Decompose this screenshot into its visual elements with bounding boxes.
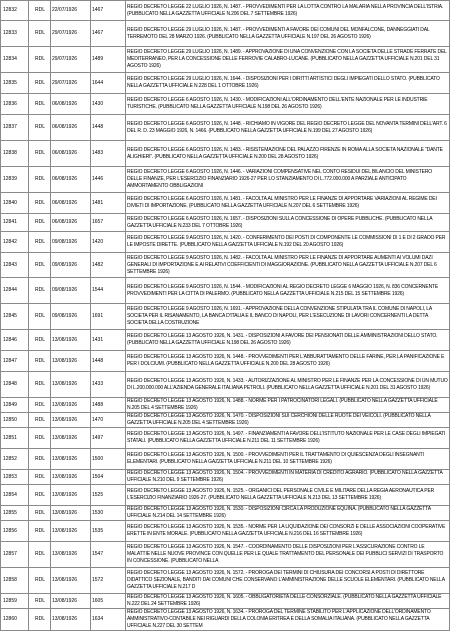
row-date-cell: 29/07/1926 bbox=[51, 21, 91, 47]
row-date-cell: 06/08/1926 bbox=[51, 167, 91, 193]
row-date-cell: 09/08/1926 bbox=[51, 304, 91, 330]
decree-table-body bbox=[1, 1, 450, 631]
table-row bbox=[1, 506, 450, 521]
row-id-cell: 12855 bbox=[1, 506, 29, 521]
row-type-cell: RDL bbox=[29, 351, 51, 372]
row-description-cell: REGIO DECRETO LEGGE 6 AGOSTO 1926, N. 1446. - VARIAZIONI COMPENSATIVE NEL CONTO RESIDUI DEL BILANCIO DEL MINISTERO DELLE FINANZE, PER L'ESERCIZIO FINANZIARIO 1926-27 PER LO STANZIAMENTO DI L.772.000.000 A PARZIALE ANTICIPATO AMMORTAMENTO OBBLIGAZIONI bbox=[126, 167, 450, 193]
row-description-cell: REGIO DECRETO LEGGE 29 LUGLIO 1926, N. 1644. - DISPOSIZIONI PER I DIRITTI ARTISTICI DEGLI IMPIEGATI DELLO STATO. (PUBBLICATO NELLA GAZZETTA UFFICIALE N.228 DEL 1 OTTOBRE 1926) bbox=[126, 73, 450, 94]
row-date-cell: 22/07/1926 bbox=[51, 1, 91, 21]
row-description-cell: REGIO DECRETO LEGGE 29 LUGLIO 1926, N. 1487. - PROVVEDIMENTI A FAVORE DEI COMUNI DEL MONFALCONE, DANNEGGIATI DAL TERREMOTO DEL 28 MARZO 1926. (PUBBLICATO NELLA GAZZETTA UFFICIALE N.197 DEL 26 AGOSTO 1926) bbox=[126, 21, 450, 47]
table-row bbox=[1, 542, 450, 568]
row-date-cell: 06/08/1926 bbox=[51, 94, 91, 115]
row-id-cell: 12832 bbox=[1, 1, 29, 21]
row-type-cell: RDL bbox=[29, 372, 51, 398]
row-description-cell: REGIO DECRETO LEGGE 13 AGOSTO 1926, N. 1547. - COORDINAMENTO DELLE DISPOSIZIONI PER L'ASSICURAZIONE CONTRO LE MALATTIE NELLE NUOVE PROVINCE CON QUELLE PER LE QUALE TRATTAMENTO DEL PERSONALE DEI PUBBLICI SERVIZI DI TRASPORTO IN CONCESSIONE. (PUBBLICATO NELLA bbox=[126, 542, 450, 568]
table-row bbox=[1, 253, 450, 278]
row-description-cell: REGIO DECRETO LEGGE 9 AGOSTO 1926, N. 1420. - CONFERIMENTO DEI POSTI DI COMPONENTE LE COMMISSIONI DI 1 E DI 2 GRADO PER LE IMPOSTE DIRETTE. (PUBBLICATO NELLA GAZZETTA UFFICIALE N.192 DEL 20 AGOSTO 1926) bbox=[126, 232, 450, 253]
row-number-cell: 1448 bbox=[91, 351, 126, 372]
row-description-cell: REGIO DECRETO LEGGE 6 AGOSTO 1926, N. 1448. - RICHIAMO IN VIGORE DEL REGIO DECRETO LEGGE DEL NOVANTA TERMINI DELL'ART. 6 DEL R. D. 23 MAGGIO 1926, N. 1466. (PUBBLICATO NELLA GAZZETTA UFFICIALE N.199 DEL 27 AGOSTO 1926) bbox=[126, 115, 450, 141]
row-date-cell: 13/08/1926 bbox=[51, 470, 91, 485]
row-id-cell: 12847 bbox=[1, 351, 29, 372]
row-id-cell: 12843 bbox=[1, 253, 29, 278]
row-type-cell: RDL bbox=[29, 193, 51, 214]
table-row bbox=[1, 94, 450, 115]
table-row bbox=[1, 485, 450, 506]
row-number-cell: 1535 bbox=[91, 521, 126, 542]
row-number-cell: 1525 bbox=[91, 485, 126, 506]
row-date-cell: 06/08/1926 bbox=[51, 141, 91, 167]
table-row bbox=[1, 351, 450, 372]
row-number-cell: 1467 bbox=[91, 1, 126, 21]
row-type-cell: RDL bbox=[29, 506, 51, 521]
table-row bbox=[1, 232, 450, 253]
table-row bbox=[1, 47, 450, 73]
row-id-cell: 12858 bbox=[1, 568, 29, 594]
row-number-cell: 1644 bbox=[91, 73, 126, 94]
row-id-cell: 12852 bbox=[1, 449, 29, 470]
row-description-cell: REGIO DECRETO LEGGE 13 AGOSTO 1926, N. 1535. - NORME PER LA LIQUIDAZIONE DEI CONSORZI E DELLE ASSOCIAZIONI COOPERATIVE ERETTE IN ENTE MORALE. (PUBBLICATO NELLA GAZZETTA UFFICIALE N.216 DEL 16 SETTEMBRE 1926) bbox=[126, 521, 450, 542]
row-id-cell: 12841 bbox=[1, 214, 29, 232]
row-number-cell: 1691 bbox=[91, 304, 126, 330]
row-description-cell: REGIO DECRETO LEGGE 6 AGOSTO 1926, N. 1483. - RISISTEMAZIONE DEL PALAZZO FIRENZE IN ROMA ALLA SOCIETA NAZIONALE "DANTE ALIGHIERI". (PUBBLICATO NELLA GAZZETTA UFFICIALE N.200 DEL 28 AGOSTO 1926) bbox=[126, 141, 450, 167]
table-row bbox=[1, 167, 450, 193]
row-description-cell: REGIO DECRETO LEGGE 9 AGOSTO 1926, N. 1482. - FACOLTA AL MINISTRO PER LE FINANZE DI APPORTARE AUMENTI AI VOLUMI DAZI GENERALI DI IMPORTAZIONE E AI RELATIVI COEFFICIENTI DI MAGGIORAZIONE. (PUBBLICATO NELLA GAZZETTA UFFICIALE N.207 DEL 6 SETTEMBRE 1926) bbox=[126, 253, 450, 278]
row-id-cell: 12850 bbox=[1, 413, 29, 428]
row-description-cell: REGIO DECRETO LEGGE 13 AGOSTO 1926, N. 1572. - PROROGA DEI TERMINI DI CHIUSURA DEI CONCORSI A POSTI DI DIRETTORE DIDATTICO SEZIONALE, BANDITI DAI COMUNI CHE CONSERVANO L'AMMINISTRAZIONE DELLE SCUOLE ELEMENTARI. (PUBBLICATO NELLA GAZZETTA UFFICIALE N.217 D bbox=[126, 568, 450, 594]
row-number-cell: 1483 bbox=[91, 141, 126, 167]
row-date-cell: 13/08/1926 bbox=[51, 330, 91, 351]
table-row bbox=[1, 141, 450, 167]
row-description-cell: REGIO DECRETO LEGGE 13 AGOSTO 1926, N. 1431. - DISPOSIZIONI A FAVORE DEI PENSIONATI DELLE AMMINISTRAZIONI DELLO STATO. (PUBBLICATO NELLA GAZZETTA UFFICIALE N.198 DEL 26 AGOSTO 1926) bbox=[126, 330, 450, 351]
row-type-cell: RDL bbox=[29, 1, 51, 21]
row-number-cell: 1489 bbox=[91, 47, 126, 73]
row-id-cell: 12840 bbox=[1, 193, 29, 214]
table-row bbox=[1, 278, 450, 304]
row-description-cell: REGIO DECRETO LEGGE 13 AGOSTO 1926, N. 1634. - PROROGA DEL TERMINE STABILITO PER L'APPLICAZIONE DELL'ORDINAMENTO AMMINISTRATIVO-CONTABILE NEI RIGUARDI DELLA COLONIA ERITREA E DELLA SOMALIA ITALIANA. (PUBBLICATO NELLA GAZZETTA UFFICIALE N.227 DEL 30 SETTEM bbox=[126, 609, 450, 631]
row-id-cell: 12845 bbox=[1, 304, 29, 330]
row-type-cell: RDL bbox=[29, 449, 51, 470]
row-number-cell: 1470 bbox=[91, 413, 126, 428]
row-number-cell: 1433 bbox=[91, 372, 126, 398]
row-type-cell: RDL bbox=[29, 278, 51, 304]
row-id-cell: 12836 bbox=[1, 94, 29, 115]
row-id-cell: 12839 bbox=[1, 167, 29, 193]
row-id-cell: 12842 bbox=[1, 232, 29, 253]
table-row bbox=[1, 428, 450, 449]
row-date-cell: 13/08/1926 bbox=[51, 521, 91, 542]
row-id-cell: 12856 bbox=[1, 521, 29, 542]
row-number-cell: 1504 bbox=[91, 470, 126, 485]
row-id-cell: 12851 bbox=[1, 428, 29, 449]
row-date-cell: 06/08/1926 bbox=[51, 115, 91, 141]
row-number-cell: 1544 bbox=[91, 278, 126, 304]
row-date-cell: 29/07/1926 bbox=[51, 73, 91, 94]
row-type-cell: RDL bbox=[29, 115, 51, 141]
table-row bbox=[1, 304, 450, 330]
row-number-cell: 1530 bbox=[91, 506, 126, 521]
row-number-cell: 1420 bbox=[91, 232, 126, 253]
table-row bbox=[1, 413, 450, 428]
row-date-cell: 29/07/1926 bbox=[51, 47, 91, 73]
row-type-cell: RDL bbox=[29, 167, 51, 193]
row-type-cell: RDL bbox=[29, 253, 51, 278]
table-row bbox=[1, 449, 450, 470]
row-number-cell: 1500 bbox=[91, 449, 126, 470]
table-row bbox=[1, 372, 450, 398]
row-date-cell: 13/08/1926 bbox=[51, 372, 91, 398]
row-date-cell: 13/08/1926 bbox=[51, 542, 91, 568]
table-row bbox=[1, 398, 450, 413]
row-number-cell: 1634 bbox=[91, 609, 126, 631]
table-row bbox=[1, 21, 450, 47]
row-description-cell: REGIO DECRETO LEGGE 22 LUGLIO 1926, N. 1487. - PROVVEDIMENTI PER LA LOTTA CONTRO LA MALARIA NELLA PROVINCIA DELL'ISTRIA. (PUBBLICATO NELLA GAZZETTA UFFICIALE N.206 DEL 7 SETTEMBRE 1926) bbox=[126, 1, 450, 21]
table-row bbox=[1, 609, 450, 631]
row-number-cell: 1488 bbox=[91, 398, 126, 413]
row-id-cell: 12838 bbox=[1, 141, 29, 167]
row-number-cell: 1481 bbox=[91, 193, 126, 214]
row-description-cell: REGIO DECRETO LEGGE 13 AGOSTO 1926, N. 1497. - FINANZIAMENTI A FAVORE DELL'ISTITUTO NAZIONALE PER LE CASE DEGLI IMPIEGATI STATALI. (PUBBLICATO NELLA GAZZETTA UFFICIALE N.211 DEL 11 SETTEMBRE 1926) bbox=[126, 428, 450, 449]
table-row bbox=[1, 214, 450, 232]
row-date-cell: 09/08/1926 bbox=[51, 278, 91, 304]
row-type-cell: RDL bbox=[29, 568, 51, 594]
row-number-cell: 1467 bbox=[91, 21, 126, 47]
row-number-cell: 1431 bbox=[91, 330, 126, 351]
row-type-cell: RDL bbox=[29, 521, 51, 542]
row-id-cell: 12834 bbox=[1, 47, 29, 73]
row-date-cell: 13/08/1926 bbox=[51, 568, 91, 594]
row-id-cell: 12844 bbox=[1, 278, 29, 304]
row-number-cell: 1547 bbox=[91, 542, 126, 568]
row-date-cell: 09/08/1926 bbox=[51, 232, 91, 253]
table-row bbox=[1, 193, 450, 214]
table-row bbox=[1, 1, 450, 21]
row-date-cell: 13/08/1926 bbox=[51, 449, 91, 470]
row-type-cell: RDL bbox=[29, 21, 51, 47]
row-number-cell: 1497 bbox=[91, 428, 126, 449]
row-description-cell: REGIO DECRETO LEGGE 29 LUGLIO 1926, N. 1489. - APPROVAZIONE DI UNA CONVENZIONE CON LA SOCIETA DELLE STRADE FERRATE DEL MEDITERRANEO, PER LA CONCESSIONE DELLE FERROVIE CALABRO-LUCANE. (PUBBLICATO NELLA GAZZETTA UFFICIALE N.201 DEL 31 AGOSTO 1926) bbox=[126, 47, 450, 73]
row-description-cell: REGIO DECRETO LEGGE 13 AGOSTO 1926, N. 1605. - OBBLIGATORIETA DELLE CONSORZIALE. (PUBBLICATO NELLA GAZZETTA UFFICIALE N.222 DEL 24 SETTEMBRE 1926) bbox=[126, 594, 450, 609]
row-date-cell: 13/08/1926 bbox=[51, 351, 91, 372]
row-type-cell: RDL bbox=[29, 232, 51, 253]
row-number-cell: 1430 bbox=[91, 94, 126, 115]
row-type-cell: RDL bbox=[29, 428, 51, 449]
row-type-cell: RDL bbox=[29, 330, 51, 351]
row-description-cell: REGIO DECRETO LEGGE 13 AGOSTO 1926, N. 1470. - DISPOSIZIONI SUI CERCHIONI DELLE RUOTE DEI VEICOLI. (PUBBLICATO NELLA GAZZETTA UFFICIALE N.205 DEL 4 SETTEMBRE 1926) bbox=[126, 413, 450, 428]
row-type-cell: RDL bbox=[29, 542, 51, 568]
row-description-cell: REGIO DECRETO LEGGE 13 AGOSTO 1926, N. 1488. - NORME PER I PATROCINATORI LEGALI. (PUBBLICATO NELLA GAZZETTA UFFICIALE N.205 DEL 4 SETTEMBRE 1926) bbox=[126, 398, 450, 413]
table-row bbox=[1, 568, 450, 594]
row-type-cell: RDL bbox=[29, 47, 51, 73]
row-number-cell: 1605 bbox=[91, 594, 126, 609]
row-id-cell: 12857 bbox=[1, 542, 29, 568]
row-number-cell: 1482 bbox=[91, 253, 126, 278]
row-number-cell: 1448 bbox=[91, 115, 126, 141]
row-type-cell: RDL bbox=[29, 609, 51, 631]
row-id-cell: 12837 bbox=[1, 115, 29, 141]
row-description-cell: REGIO DECRETO LEGGE 13 AGOSTO 1926, N. 1504. - PROVVEDIMENTI IN MATERIA DI CREDITO AGRARIO. (PUBBLICATO NELLA GAZZETTA UFFICIALE N.210 DEL 9 SETTEMBRE 1926) bbox=[126, 470, 450, 485]
row-type-cell: RDL bbox=[29, 304, 51, 330]
table-row bbox=[1, 330, 450, 351]
row-id-cell: 12853 bbox=[1, 470, 29, 485]
row-id-cell: 12849 bbox=[1, 398, 29, 413]
row-type-cell: RDL bbox=[29, 214, 51, 232]
row-id-cell: 12859 bbox=[1, 594, 29, 609]
row-date-cell: 13/08/1926 bbox=[51, 413, 91, 428]
row-description-cell: REGIO DECRETO LEGGE 13 AGOSTO 1926, N. 1525. - ORGANICI DEL PERSONALE CIVILE E MILITARE DELLA REGIA AERONAUTICA PER L'ESERCIZIO FINANZIARIO 1926-27. (PUBBLICATO NELLA GAZZETTA UFFICIALE N.213 DEL 13 SETTEMBRE 1926) bbox=[126, 485, 450, 506]
row-number-cell: 1446 bbox=[91, 167, 126, 193]
row-type-cell: RDL bbox=[29, 594, 51, 609]
row-description-cell: REGIO DECRETO LEGGE 13 AGOSTO 1926, N. 1448. - PROVVEDIMENTI PER L'ABBURATTAMENTO DELLE FARINE, PER LA PANIFICAZIONE E PER I DOLCIUMI. (PUBBLICATO NELLA GAZZETTA UFFICIALE N.200 DEL 28 AGOSTO 1926) bbox=[126, 351, 450, 372]
row-id-cell: 12854 bbox=[1, 485, 29, 506]
row-description-cell: REGIO DECRETO LEGGE 9 AGOSTO 1926, N. 1544. - MODIFICAZIONI AL REGIO DECRETO LEGGE 6 MAGGIO 1926, N. 836 CONCERNENTE PROVVEDIMENTI PER LA CITTA DI PALERMO. (PUBBLICATO NELLA GAZZETTA UFFICIALE N.215 DEL 15 SETTEMBRE 1926) bbox=[126, 278, 450, 304]
row-type-cell: RDL bbox=[29, 73, 51, 94]
row-type-cell: RDL bbox=[29, 141, 51, 167]
row-id-cell: 12833 bbox=[1, 21, 29, 47]
row-date-cell: 09/08/1926 bbox=[51, 253, 91, 278]
row-description-cell: REGIO DECRETO LEGGE 13 AGOSTO 1926, N. 1530. - DISPOSIZIONI CIRCA LA PRODUZIONE EQUINA. (PUBBLICATO NELLA GAZZETTA UFFICIALE N.214 DEL 14 SETTEMBRE 1926) bbox=[126, 506, 450, 521]
row-description-cell: REGIO DECRETO LEGGE 13 AGOSTO 1926, N. 1433. - AUTORIZZAZIONE AL MINISTRO PER LE FINANZE PER LA CONCESSIONE DI UN MUTUO DI L.200.000.000 ALL'AZIENDA GENERALE ITALIANA PETROLI. (PUBBLICATO NELLA GAZZETTA UFFICIALE N.201 DEL 31 AGOSTO 1926) bbox=[126, 372, 450, 398]
row-type-cell: RDL bbox=[29, 94, 51, 115]
row-date-cell: 06/08/1926 bbox=[51, 193, 91, 214]
row-description-cell: REGIO DECRETO LEGGE 6 AGOSTO 1926, N. 1657. - DISPOSIZIONI SULLA CONCESSIONE DI OPERE PUBBLICHE. (PUBBLICATO NELLA GAZZETTA UFFICIALE N.233 DEL 7 OTTOBRE 1926) bbox=[126, 214, 450, 232]
table-row bbox=[1, 521, 450, 542]
row-date-cell: 06/08/1926 bbox=[51, 214, 91, 232]
row-type-cell: RDL bbox=[29, 413, 51, 428]
row-date-cell: 13/08/1926 bbox=[51, 428, 91, 449]
table-row bbox=[1, 470, 450, 485]
row-id-cell: 12846 bbox=[1, 330, 29, 351]
row-number-cell: 1657 bbox=[91, 214, 126, 232]
row-description-cell: REGIO DECRETO LEGGE 13 AGOSTO 1926, N. 1500. - PROVVEDIMENTI PER IL TRATTAMENTO DI QUIESCENZA DEGLI INSEGNANTI ELEMENTARI. (PUBBLICATO NELLA GAZZETTA UFFICIALE N.211 DEL 10 SETTEMBRE 1926) bbox=[126, 449, 450, 470]
row-type-cell: RDL bbox=[29, 470, 51, 485]
row-date-cell: 13/08/1926 bbox=[51, 594, 91, 609]
row-number-cell: 1572 bbox=[91, 568, 126, 594]
row-type-cell: RDL bbox=[29, 398, 51, 413]
table-row bbox=[1, 115, 450, 141]
row-date-cell: 13/08/1926 bbox=[51, 506, 91, 521]
row-date-cell: 13/08/1926 bbox=[51, 485, 91, 506]
row-id-cell: 12848 bbox=[1, 372, 29, 398]
row-description-cell: REGIO DECRETO LEGGE 6 AGOSTO 1926, N. 1481. - FACOLTA AL MINISTRO PER LE FINANZE DI APPORTARE VARIAZIONI AL REGIME DEI DIVIETI DI IMPORTAZIONE. (PUBBLICATO NELLA GAZZETTA UFFICIALE N.207 DEL 6 SETTEMBRE 1926) bbox=[126, 193, 450, 214]
row-date-cell: 13/08/1926 bbox=[51, 398, 91, 413]
table-row bbox=[1, 73, 450, 94]
row-id-cell: 12860 bbox=[1, 609, 29, 631]
row-description-cell: REGIO DECRETO LEGGE 9 AGOSTO 1926, N. 1691. - APPROVAZIONE DELLA CONVENZIONE STIPULATA TRA IL COMUNE DI NAPOLI, LA SOCIETA PER IL RISANAMENTO, LA BANCA D'ITALIA E IL BANCO DI NAPOLI, PER L'ESECUZIONE DI LAVORI CONCERNENTI LA DETTA SOCIETA DELLA COSTRUZIONE bbox=[126, 304, 450, 330]
table-row bbox=[1, 594, 450, 609]
row-description-cell: REGIO DECRETO LEGGE 6 AGOSTO 1926, N. 1430. - MODIFICAZIONI ALL'ORDINAMENTO DELL'ENTE NAZIONALE PER LE INDUSTRIE TURISTICHE. (PUBBLICATO NELLA GAZZETTA UFFICIALE N.198 DEL 26 AGOSTO 1926) bbox=[126, 94, 450, 115]
row-type-cell: RDL bbox=[29, 485, 51, 506]
row-date-cell: 13/08/1926 bbox=[51, 609, 91, 631]
row-id-cell: 12835 bbox=[1, 73, 29, 94]
